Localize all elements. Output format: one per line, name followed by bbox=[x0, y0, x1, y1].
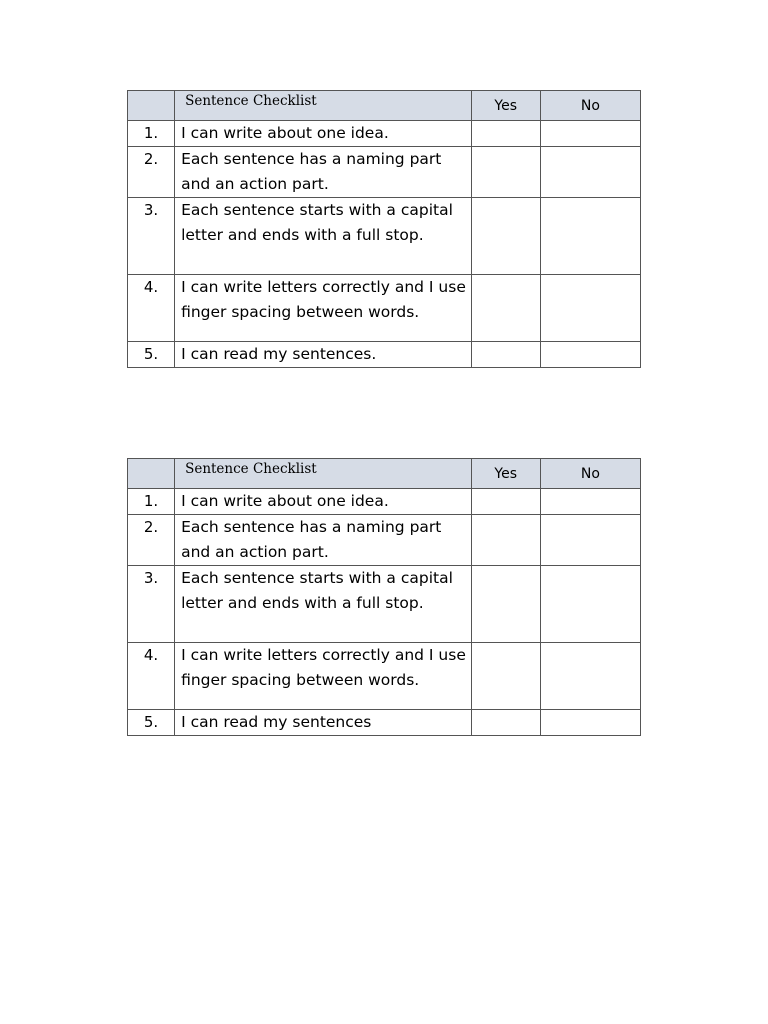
item-text: I can write letters correctly and I use finger spacing between words. bbox=[175, 643, 472, 710]
no-cell[interactable] bbox=[540, 489, 640, 515]
no-cell[interactable] bbox=[540, 342, 640, 368]
yes-column-header: Yes bbox=[471, 459, 540, 489]
table-row bbox=[128, 515, 641, 566]
no-cell[interactable] bbox=[540, 198, 640, 275]
table-row bbox=[128, 121, 641, 147]
header-number-cell bbox=[128, 459, 175, 489]
item-number: 4. bbox=[128, 643, 175, 710]
table-row bbox=[128, 275, 641, 342]
table-row bbox=[128, 147, 641, 198]
item-number: 5. bbox=[128, 342, 175, 368]
no-cell[interactable] bbox=[540, 275, 640, 342]
table-header-row bbox=[128, 91, 641, 121]
item-number: 4. bbox=[128, 275, 175, 342]
no-cell[interactable] bbox=[540, 147, 640, 198]
item-number: 2. bbox=[128, 515, 175, 566]
yes-cell[interactable] bbox=[471, 643, 540, 710]
table-row bbox=[128, 566, 641, 643]
item-number: 3. bbox=[128, 566, 175, 643]
yes-cell[interactable] bbox=[471, 147, 540, 198]
item-number: 2. bbox=[128, 147, 175, 198]
table-row bbox=[128, 643, 641, 710]
item-text: I can read my sentences bbox=[175, 710, 472, 736]
table-row bbox=[128, 710, 641, 736]
item-number: 5. bbox=[128, 710, 175, 736]
checklist-title: Sentence Checklist bbox=[175, 91, 472, 121]
no-column-header: No bbox=[540, 91, 640, 121]
item-text: I can write about one idea. bbox=[175, 121, 472, 147]
header-number-cell bbox=[128, 91, 175, 121]
item-text: I can write letters correctly and I use finger spacing between words. bbox=[175, 275, 472, 342]
item-text: I can read my sentences. bbox=[175, 342, 472, 368]
yes-cell[interactable] bbox=[471, 515, 540, 566]
item-text: I can write about one idea. bbox=[175, 489, 472, 515]
table-header-row bbox=[128, 459, 641, 489]
no-cell[interactable] bbox=[540, 710, 640, 736]
yes-cell[interactable] bbox=[471, 342, 540, 368]
item-text: Each sentence has a naming part and an action part. bbox=[175, 147, 472, 198]
item-number: 3. bbox=[128, 198, 175, 275]
item-number: 1. bbox=[128, 489, 175, 515]
sentence-checklist-table-2 bbox=[127, 458, 641, 736]
sentence-checklist-table-1 bbox=[127, 90, 641, 368]
no-cell[interactable] bbox=[540, 515, 640, 566]
yes-cell[interactable] bbox=[471, 489, 540, 515]
yes-cell[interactable] bbox=[471, 275, 540, 342]
no-cell[interactable] bbox=[540, 566, 640, 643]
item-text: Each sentence has a naming part and an action part. bbox=[175, 515, 472, 566]
no-column-header: No bbox=[540, 459, 640, 489]
yes-cell[interactable] bbox=[471, 710, 540, 736]
yes-column-header: Yes bbox=[471, 91, 540, 121]
checklist-title: Sentence Checklist bbox=[175, 459, 472, 489]
item-text: Each sentence starts with a capital letter and ends with a full stop. bbox=[175, 566, 472, 643]
item-number: 1. bbox=[128, 121, 175, 147]
yes-cell[interactable] bbox=[471, 121, 540, 147]
table-row bbox=[128, 342, 641, 368]
yes-cell[interactable] bbox=[471, 198, 540, 275]
no-cell[interactable] bbox=[540, 121, 640, 147]
table-row bbox=[128, 198, 641, 275]
no-cell[interactable] bbox=[540, 643, 640, 710]
item-text: Each sentence starts with a capital letter and ends with a full stop. bbox=[175, 198, 472, 275]
table-row bbox=[128, 489, 641, 515]
yes-cell[interactable] bbox=[471, 566, 540, 643]
